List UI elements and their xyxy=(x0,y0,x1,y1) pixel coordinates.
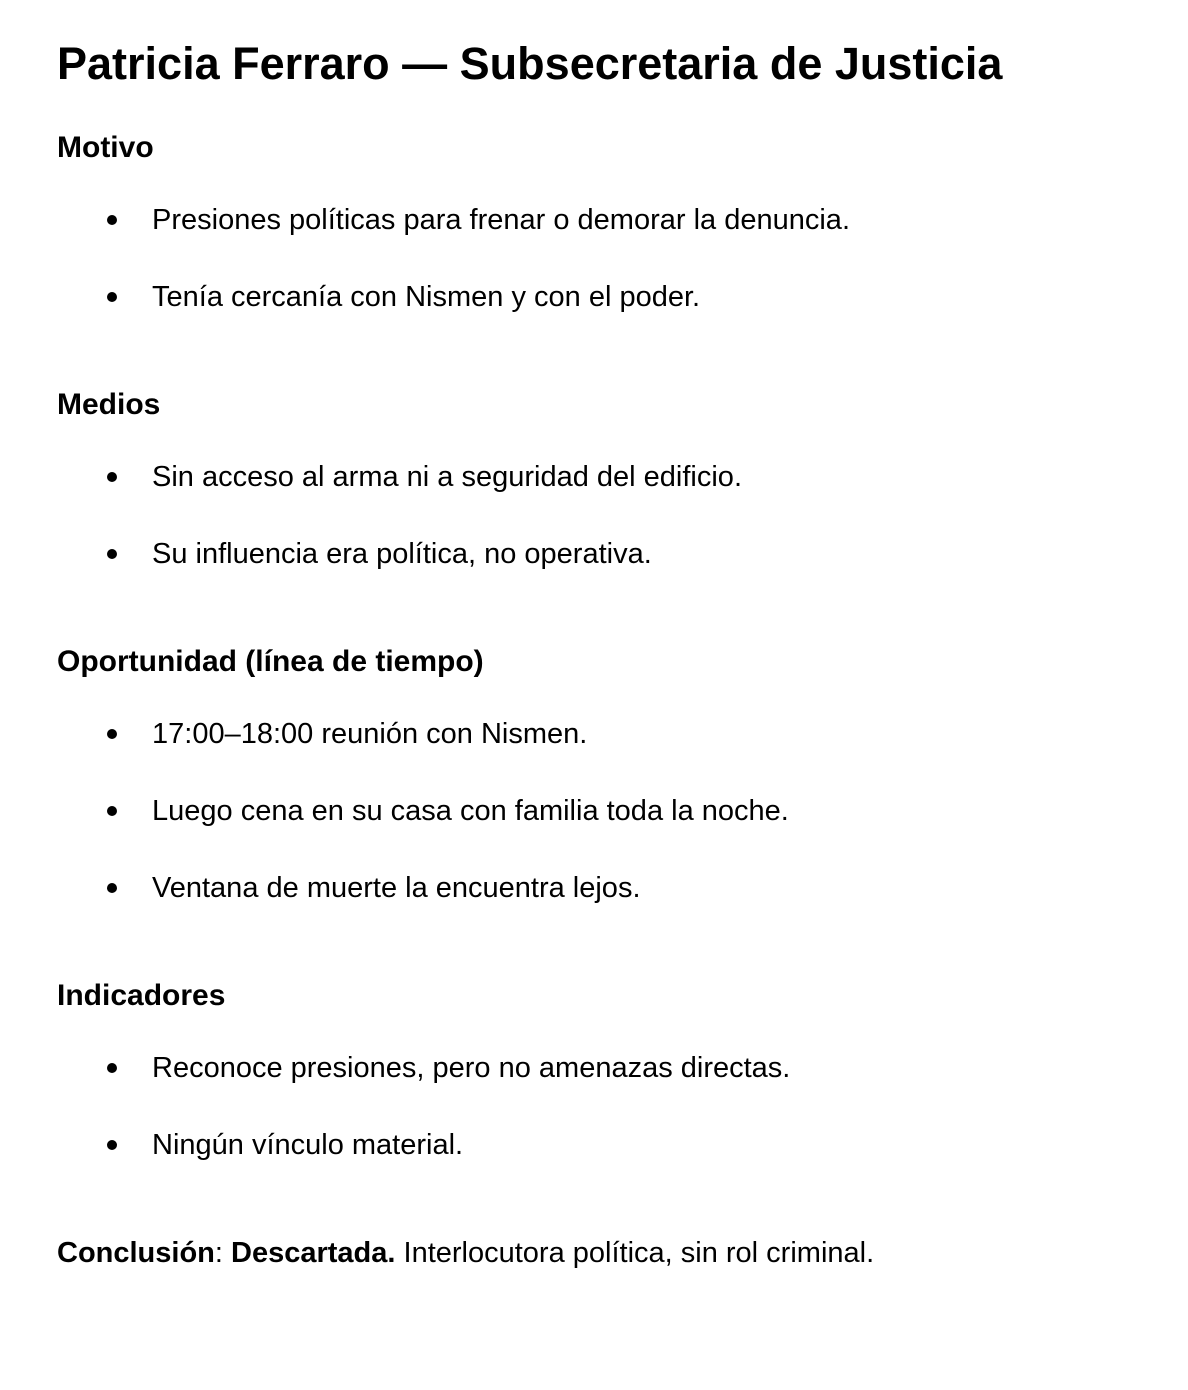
conclusion-line xyxy=(57,1239,1128,1268)
section-medios xyxy=(57,390,1128,569)
section-oportunidad xyxy=(57,647,1128,903)
section-heading: Motivo xyxy=(57,131,154,164)
bullet-text: Ningún vínculo material. xyxy=(152,1129,464,1161)
bullet-item xyxy=(57,206,1128,235)
bullet-text: Ventana de muerte la encuentra lejos. xyxy=(152,872,641,904)
conclusion-verdict: Descartada. xyxy=(231,1237,396,1269)
bullet-text: Presiones políticas para frenar o demorar la denuncia. xyxy=(152,204,850,236)
bullet-item xyxy=(57,1131,1128,1160)
bullet-text: 17:00–18:00 reunión con Nismen. xyxy=(152,718,588,750)
bullet-item xyxy=(57,283,1128,312)
bullet-text: Luego cena en su casa con familia toda la noche. xyxy=(152,795,789,827)
section-motivo xyxy=(57,133,1128,312)
page-title: Patricia Ferraro — Subsecretaria de Justicia xyxy=(57,38,1003,89)
bullet-item xyxy=(57,797,1128,826)
bullet-list xyxy=(57,1054,1128,1160)
section-heading: Oportunidad (línea de tiempo) xyxy=(57,645,484,678)
bullet-text: Tenía cercanía con Nismen y con el poder. xyxy=(152,281,701,313)
section-indicadores xyxy=(57,981,1128,1160)
section-heading: Indicadores xyxy=(57,979,226,1012)
bullet-dot xyxy=(107,549,117,559)
bullet-dot xyxy=(107,729,117,739)
bullet-item xyxy=(57,1054,1128,1083)
bullet-dot xyxy=(107,1140,117,1150)
conclusion-separator: : xyxy=(214,1237,232,1269)
bullet-dot xyxy=(107,472,117,482)
bullet-dot xyxy=(107,1063,117,1073)
bullet-text: Sin acceso al arma ni a seguridad del edificio. xyxy=(152,461,742,493)
bullet-list xyxy=(57,463,1128,569)
bullet-dot xyxy=(107,806,117,816)
bullet-item xyxy=(57,463,1128,492)
bullet-dot xyxy=(107,292,117,302)
bullet-text: Reconoce presiones, pero no amenazas directas. xyxy=(152,1052,791,1084)
conclusion-label: Conclusión xyxy=(57,1237,215,1269)
bullet-dot xyxy=(107,215,117,225)
bullet-text: Su influencia era política, no operativa. xyxy=(152,538,652,570)
bullet-list xyxy=(57,206,1128,312)
bullet-item xyxy=(57,720,1128,749)
section-heading: Medios xyxy=(57,388,161,421)
bullet-list xyxy=(57,720,1128,903)
bullet-dot xyxy=(107,883,117,893)
bullet-item xyxy=(57,540,1128,569)
bullet-item xyxy=(57,874,1128,903)
conclusion-text: Interlocutora política, sin rol criminal. xyxy=(395,1237,875,1269)
